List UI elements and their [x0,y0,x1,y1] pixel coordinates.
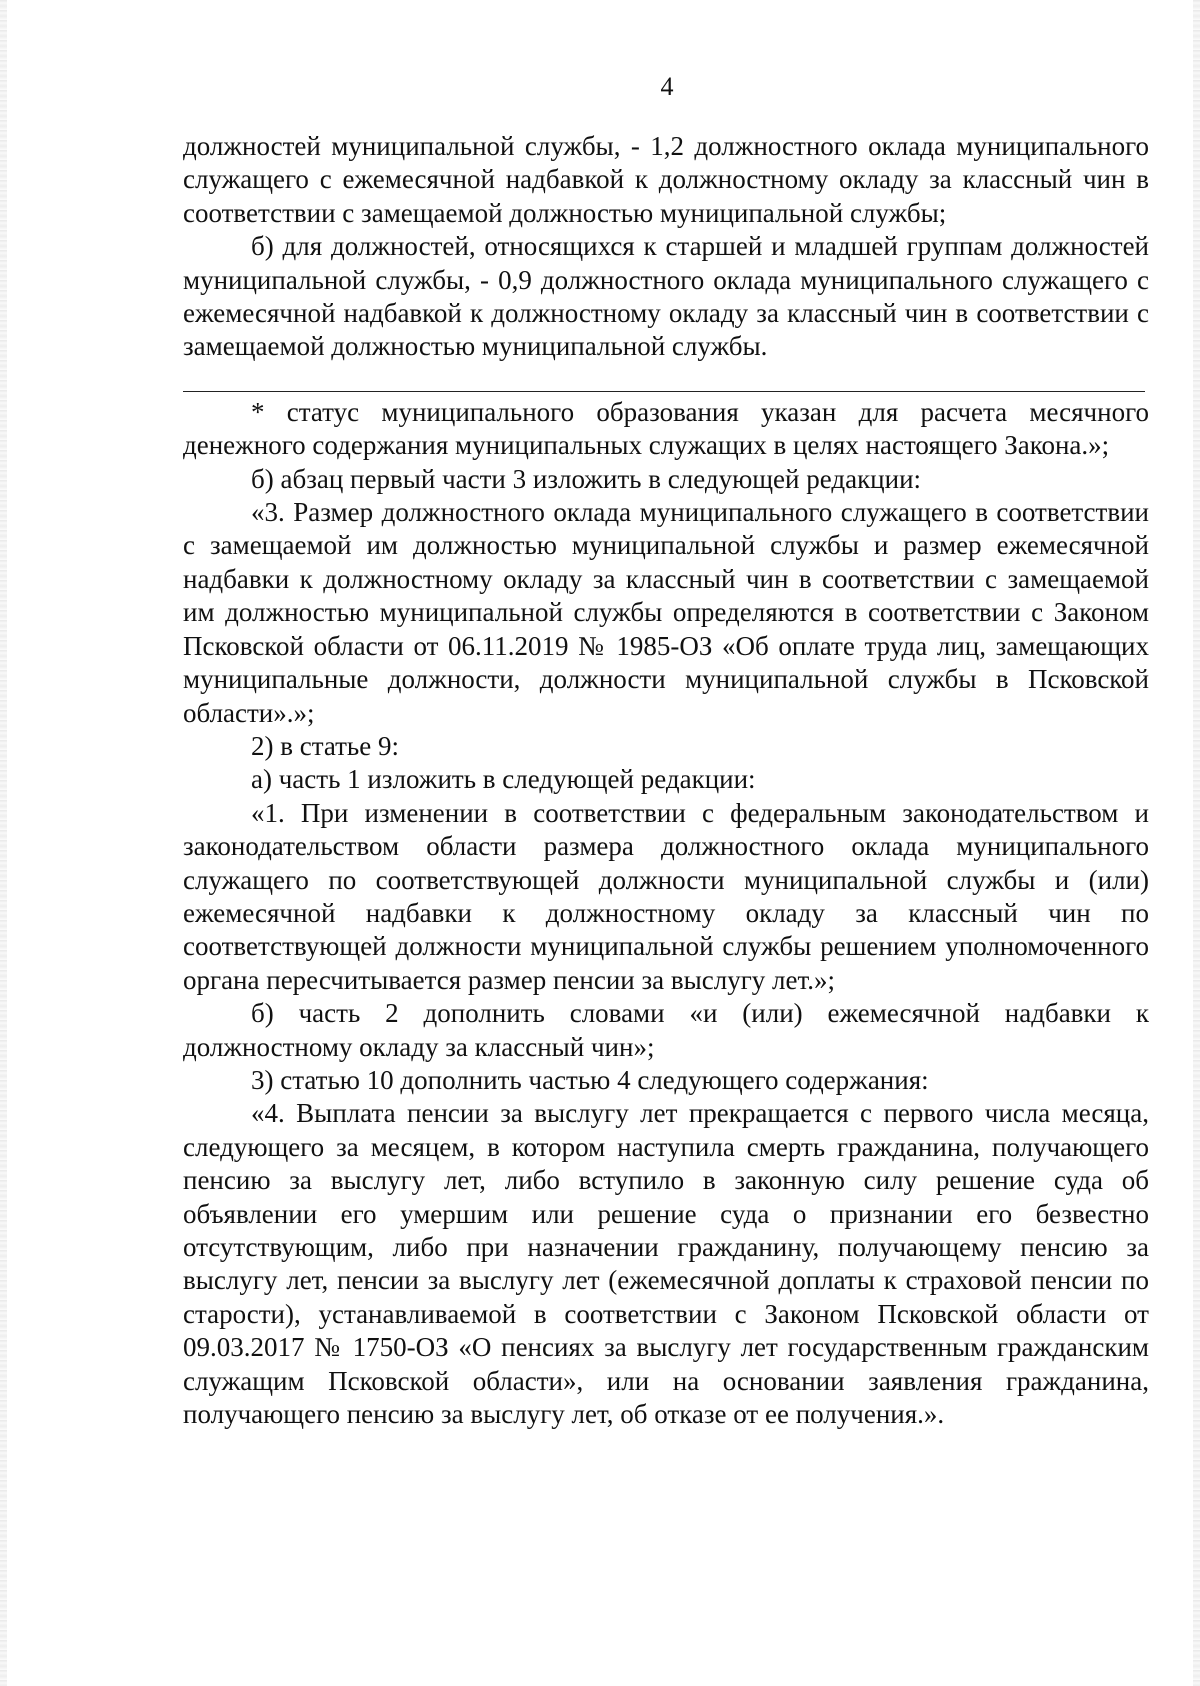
scan-edge-left [0,0,7,1686]
page-number: 4 [660,72,674,101]
paragraph: б) часть 2 дополнить словами «и (или) ежемесячной надбавки к должностному окладу за классный чин»; [183,998,1149,1062]
paragraph: а) часть 1 изложить в следующей редакции: [251,764,756,795]
paragraph: 3) статью 10 дополнить частью 4 следующего содержания: [251,1064,929,1095]
scan-edge-right [1193,0,1200,1686]
footnote-separator [183,391,1145,392]
paragraph: «4. Выплата пенсии за выслугу лет прекращается с первого числа месяца, следующего за месяцем, в котором наступила смерть гражданина, получающего пенсию за выслугу лет, либо вступило в законную силу решение суда об объявлении его умершим или решение суда о признании его безвестно отсутствующим, либо при назначении гражданину, получающему пенсию за выслугу лет, пенсии за выслугу лет (ежемесячной доплаты к страховой пенсии по старости), устанавливаемой в соответствии с Законом Псковской области от 09.03.2017 № 1750-ОЗ «О пенсиях за выслугу лет государственным гражданским служащим Псковской области», или на основании заявления гражданина, получающего пенсию за выслугу лет, об отказе от ее получения.». [183,1098,1149,1430]
paragraph: б) для должностей, относящихся к старшей и младшей группам должностей муниципальной службы, - 0,9 должностного оклада муниципального служащего с ежемесячной надбавкой к должностному окладу за классный чин в соответствии с замещаемой должностью муниципальной службы. [183,231,1149,362]
paragraph: должностей муниципальной службы, - 1,2 должностного оклада муниципального служащего с ежемесячной надбавкой к должностному окладу за классный чин в соответствии с замещаемой должностью муниципальной службы; [183,131,1149,228]
paragraph: б) абзац первый части 3 изложить в следующей редакции: [251,463,922,494]
paragraph: «3. Размер должностного оклада муниципального служащего в соответствии с замещаемой им должностью муниципальной службы и размер ежемесячной надбавки к должностному окладу за классный чин в соответствии с замещаемой им должностью муниципальной службы определяются в соответствии с Законом Псковской области от 06.11.2019 № 1985-ОЗ «Об оплате труда лиц, замещающих муниципальные должности, должности муниципальной службы в Псковской области».»; [183,497,1149,728]
document-body [183,130,1149,1431]
paragraph: «1. При изменении в соответствии с федеральным законодательством и законодательством области размера должностного оклада муниципального служащего по соответствующей должности муниципальной службы и (или) ежемесячной надбавки к должностному окладу за классный чин по соответствующей должности муниципальной службы решением уполномоченного органа пересчитывается размер пенсии за выслугу лет.»; [183,797,1149,995]
paragraph: 2) в статье 9: [251,730,399,761]
footnote: * статус муниципального образования указан для расчета месячного денежного содержания муниципальных служащих в целях настоящего Закона.»; [183,396,1149,461]
